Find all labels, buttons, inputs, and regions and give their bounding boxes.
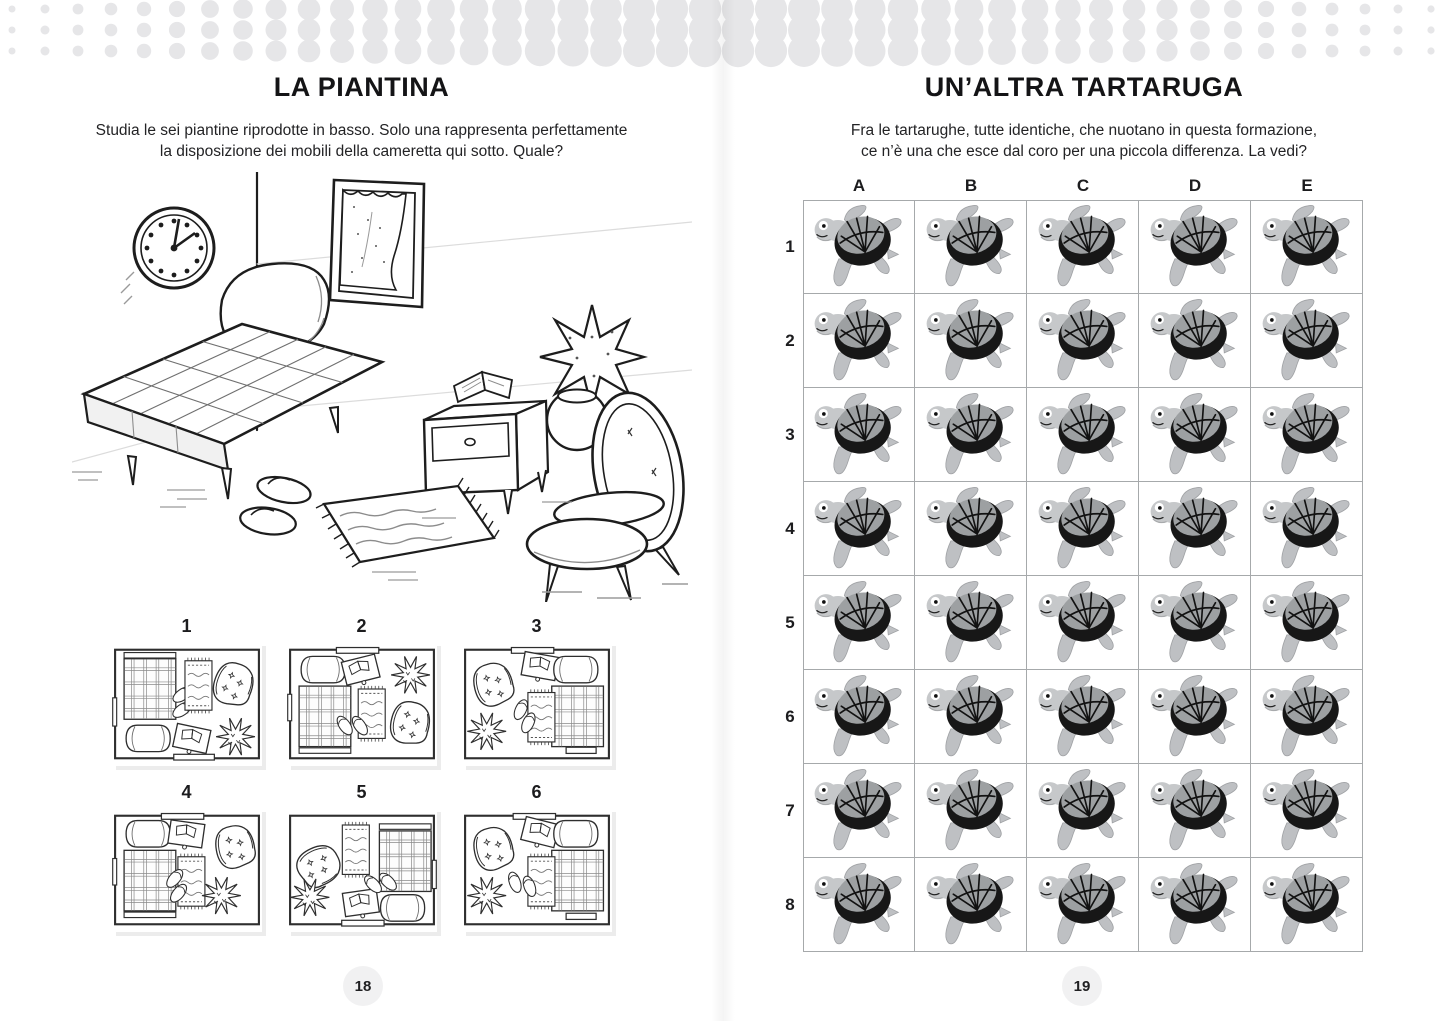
turtle-icon xyxy=(1031,392,1135,478)
turtle-icon xyxy=(1031,580,1135,666)
page-right xyxy=(723,0,1445,1021)
turtle-icon xyxy=(807,486,911,572)
floor-plan-3-image xyxy=(462,642,612,766)
floor-plan-3 xyxy=(462,616,612,766)
turtle-cell-E7 xyxy=(1251,764,1363,858)
row-label-8: 8 xyxy=(785,895,795,914)
turtle-cell-A8 xyxy=(803,858,915,952)
floor-plan-6-label: 6 xyxy=(531,782,542,802)
turtle-cell-C7 xyxy=(1027,764,1139,858)
turtle-icon xyxy=(807,298,911,384)
turtle-icon xyxy=(1143,204,1247,290)
floor-plan-5 xyxy=(287,782,437,932)
turtle-cell-B2 xyxy=(915,294,1027,388)
turtle-icon xyxy=(1255,392,1359,478)
turtle-icon xyxy=(1031,486,1135,572)
floor-plan-6-image xyxy=(462,808,612,932)
turtle-cell-C1 xyxy=(1027,200,1139,294)
right-instructions xyxy=(723,120,1445,162)
clock-icon xyxy=(121,208,214,304)
turtle-icon xyxy=(1031,674,1135,760)
turtle-cell-B3 xyxy=(915,388,1027,482)
slippers-icon xyxy=(238,473,312,538)
turtle-cell-D2 xyxy=(1139,294,1251,388)
turtle-icon xyxy=(1031,768,1135,854)
column-label-E: E xyxy=(1301,176,1313,195)
turtle-icon xyxy=(1255,486,1359,572)
page-number-right: 19 xyxy=(1062,966,1102,1006)
left-instructions xyxy=(0,120,723,162)
turtle-icon xyxy=(1143,768,1247,854)
turtle-cell-D8 xyxy=(1139,858,1251,952)
turtle-icon xyxy=(1255,768,1359,854)
turtle-cell-C5 xyxy=(1027,576,1139,670)
floor-plan-4 xyxy=(112,782,262,932)
turtle-icon xyxy=(1143,580,1247,666)
floor-plan-1 xyxy=(112,616,262,766)
turtle-cell-C3 xyxy=(1027,388,1139,482)
turtle-cell-B1 xyxy=(915,200,1027,294)
turtle-cell-C4 xyxy=(1027,482,1139,576)
floor-plan-2-image xyxy=(287,642,437,766)
turtle-cell-E1 xyxy=(1251,200,1363,294)
row-label-2: 2 xyxy=(785,331,795,350)
turtle-icon xyxy=(1031,862,1135,948)
turtle-cell-C6 xyxy=(1027,670,1139,764)
turtle-icon xyxy=(919,862,1023,948)
right-instructions-line2: ce n’è una che esce dal coro per una piccola differenza. La vedi? xyxy=(860,143,1308,160)
turtle-icon xyxy=(919,204,1023,290)
turtle-icon xyxy=(1143,486,1247,572)
turtle-cell-D1 xyxy=(1139,200,1251,294)
turtle-icon xyxy=(1143,674,1247,760)
turtle-icon xyxy=(1255,298,1359,384)
floor-plan-3-label: 3 xyxy=(531,616,542,636)
turtle-icon xyxy=(807,204,911,290)
turtle-cell-D5 xyxy=(1139,576,1251,670)
turtle-icon xyxy=(1031,204,1135,290)
turtle-cell-A1 xyxy=(803,200,915,294)
floor-plan-1-image xyxy=(112,642,262,766)
right-page-title: UN’ALTRA TARTARUGA xyxy=(924,72,1244,102)
row-label-1: 1 xyxy=(785,237,795,256)
turtle-cell-A2 xyxy=(803,294,915,388)
floor-plan-4-label: 4 xyxy=(181,782,192,802)
column-label-D: D xyxy=(1188,176,1202,195)
turtle-cell-E2 xyxy=(1251,294,1363,388)
turtle-icon xyxy=(919,298,1023,384)
left-page-title: LA PIANTINA xyxy=(273,72,450,102)
floor-plan-1-label: 1 xyxy=(181,616,192,636)
turtle-icon xyxy=(1255,204,1359,290)
turtle-icon xyxy=(919,580,1023,666)
turtle-cell-E3 xyxy=(1251,388,1363,482)
turtle-cell-B4 xyxy=(915,482,1027,576)
floor-plan-6 xyxy=(462,782,612,932)
row-label-6: 6 xyxy=(785,707,795,726)
turtle-cell-E6 xyxy=(1251,670,1363,764)
turtle-cell-D4 xyxy=(1139,482,1251,576)
floor-plan-5-label: 5 xyxy=(356,782,367,802)
turtle-cell-B8 xyxy=(915,858,1027,952)
floor-plan-4-image xyxy=(112,808,262,932)
floor-plan-2 xyxy=(287,616,437,766)
turtle-cell-E4 xyxy=(1251,482,1363,576)
floor-plan-2-label: 2 xyxy=(356,616,367,636)
grid-corner xyxy=(777,176,803,200)
floor-plans xyxy=(112,616,612,932)
turtle-icon xyxy=(1255,674,1359,760)
turtle-cell-D6 xyxy=(1139,670,1251,764)
turtle-icon xyxy=(919,392,1023,478)
turtle-cell-E8 xyxy=(1251,858,1363,952)
turtle-cell-A5 xyxy=(803,576,915,670)
left-instructions-line2: la disposizione dei mobili della cameretta qui sotto. Quale? xyxy=(159,143,564,160)
column-label-C: C xyxy=(1076,176,1090,195)
turtle-grid xyxy=(777,176,1363,952)
turtle-cell-A4 xyxy=(803,482,915,576)
turtle-cell-C8 xyxy=(1027,858,1139,952)
row-label-5: 5 xyxy=(785,613,795,632)
floor-plan-5-image xyxy=(287,808,437,932)
turtle-icon xyxy=(919,768,1023,854)
turtle-icon xyxy=(1143,392,1247,478)
turtle-icon xyxy=(1255,862,1359,948)
turtle-icon xyxy=(1255,580,1359,666)
turtle-icon xyxy=(1031,298,1135,384)
turtle-icon xyxy=(807,674,911,760)
turtle-icon xyxy=(919,674,1023,760)
turtle-icon xyxy=(807,392,911,478)
turtle-cell-A3 xyxy=(803,388,915,482)
left-instructions-line1: Studia le sei piantine riprodotte in basso. Solo una rappresenta perfettamente xyxy=(95,122,628,139)
row-label-3: 3 xyxy=(785,425,795,444)
turtle-icon xyxy=(1143,862,1247,948)
turtle-cell-A6 xyxy=(803,670,915,764)
right-instructions-line1: Fra le tartarughe, tutte identiche, che nuotano in questa formazione, xyxy=(850,122,1318,139)
page-number-left: 18 xyxy=(343,966,383,1006)
turtle-cell-D7 xyxy=(1139,764,1251,858)
turtle-icon xyxy=(807,768,911,854)
turtle-cell-B6 xyxy=(915,670,1027,764)
column-label-B: B xyxy=(964,176,978,195)
column-label-A: A xyxy=(852,176,866,195)
turtle-cell-E5 xyxy=(1251,576,1363,670)
turtle-icon xyxy=(1143,298,1247,384)
turtle-cell-A7 xyxy=(803,764,915,858)
turtle-cell-B5 xyxy=(915,576,1027,670)
turtle-icon xyxy=(807,862,911,948)
turtle-icon xyxy=(807,580,911,666)
row-label-7: 7 xyxy=(785,801,795,820)
turtle-icon xyxy=(919,486,1023,572)
turtle-cell-D3 xyxy=(1139,388,1251,482)
turtle-cell-B7 xyxy=(915,764,1027,858)
row-label-4: 4 xyxy=(785,519,795,538)
turtle-cell-C2 xyxy=(1027,294,1139,388)
window-icon xyxy=(330,180,424,307)
bedroom-illustration xyxy=(72,172,692,602)
